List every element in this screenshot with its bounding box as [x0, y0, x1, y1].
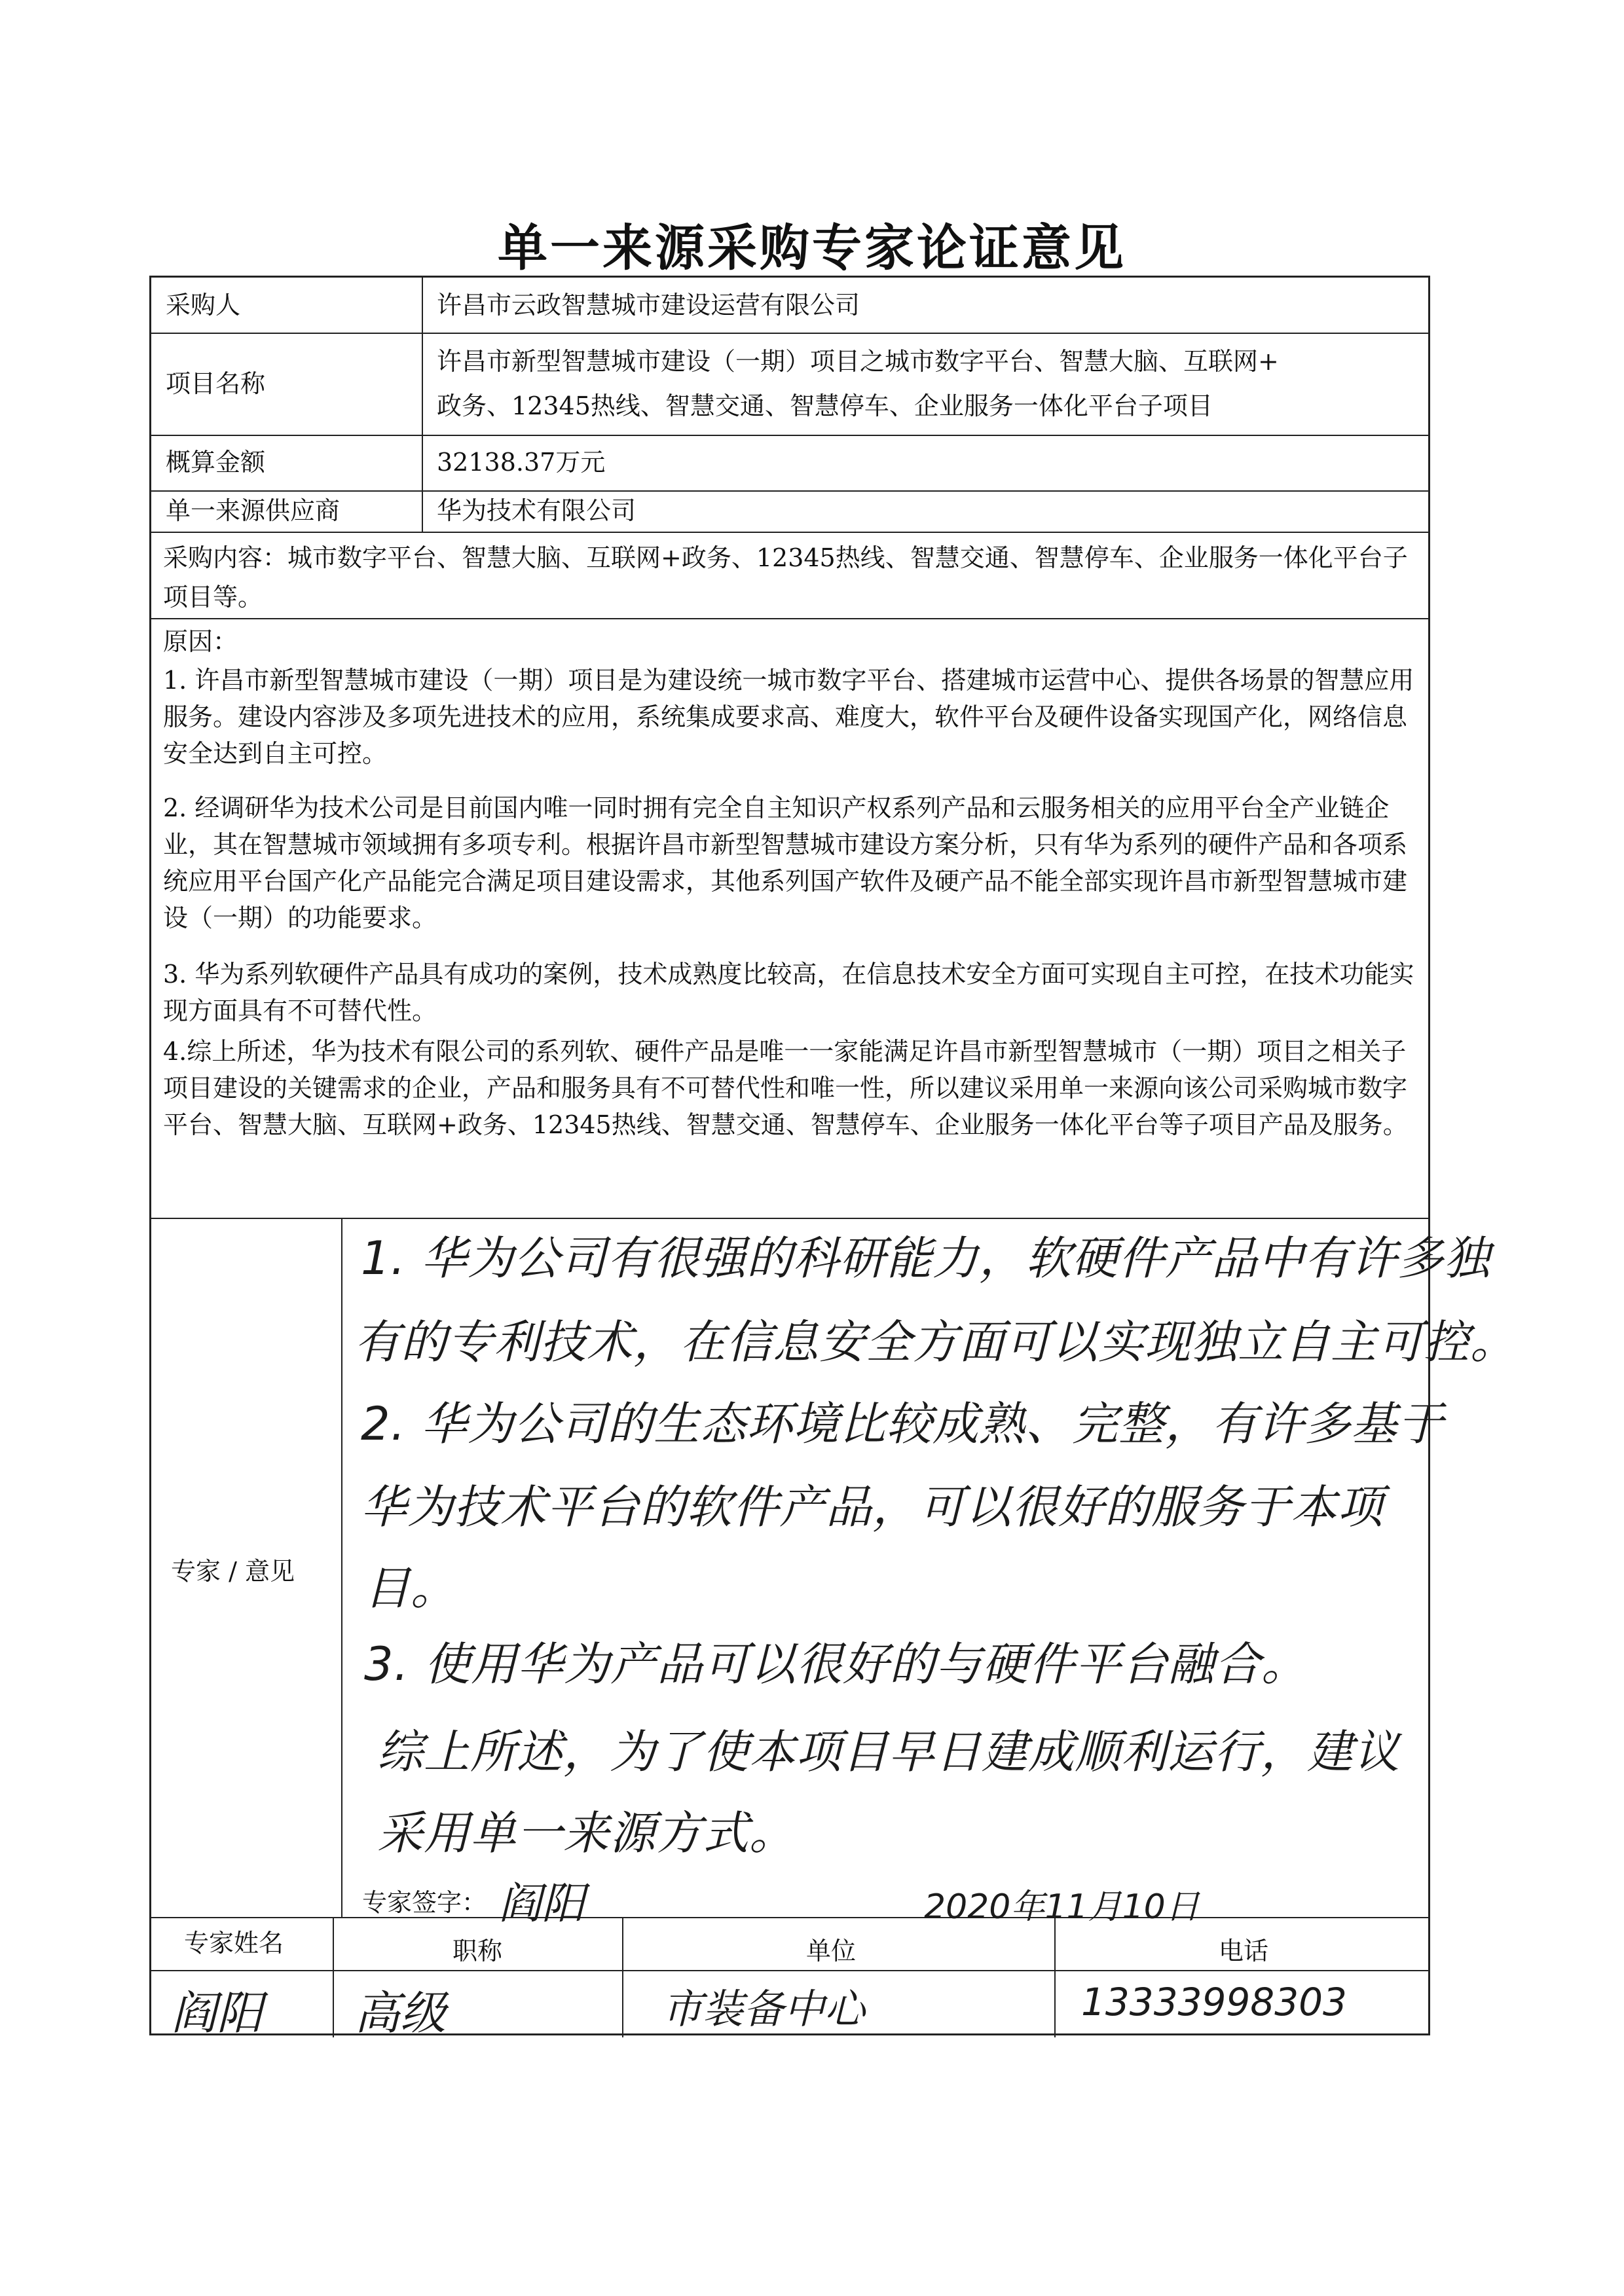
handwritten-opinion-line: 1. 华为公司有很强的科研能力，软硬件产品中有许多独 — [361, 1231, 1491, 1285]
budget-label: 概算金额 — [166, 448, 266, 477]
signature-label: 专家签字： — [362, 1888, 487, 1917]
row-divider — [151, 532, 1428, 533]
document-title: 单一来源采购专家论证意见 — [498, 219, 1126, 277]
reason-4: 4.综上所述，华为技术有限公司的系列软、硬件产品是唯一一家能满足许昌市新型智慧城市（一期）项目之相关子项目建设的关键需求的企业，产品和服务具有不可替代性和唯一性，所以建议采用单一来源向该公司采购城市数字平台、智慧大脑、互联网+政务、12345热线、智慧交通、智慧停车、企业服务一体化平台等子项目产品及服务。 — [163, 1037, 1408, 1139]
handwritten-opinion-line: 目。 — [364, 1561, 457, 1615]
supplier-label: 单一来源供应商 — [166, 496, 341, 525]
reasons-heading: 原因： — [163, 627, 238, 656]
expert-name-handwritten: 阎阳 — [171, 1986, 263, 2040]
header-phone: 电话 — [1219, 1937, 1269, 1965]
project-value-line2: 政务、12345热线、智慧交通、智慧停车、企业服务一体化平台子项目 — [437, 392, 1213, 420]
row-divider — [151, 1970, 1428, 1971]
project-label: 项目名称 — [166, 369, 266, 398]
purchaser-value: 许昌市云政智慧城市建设运营有限公司 — [437, 291, 860, 319]
purchaser-label: 采购人 — [166, 291, 241, 319]
handwritten-opinion-line: 采用单一来源方式。 — [377, 1806, 796, 1860]
opinion-label: 专家 / 意见 — [171, 1557, 295, 1586]
handwritten-opinion-line: 综上所述，为了使本项目早日建成顺利运行，建议 — [377, 1725, 1400, 1779]
header-expert-name: 专家姓名 — [184, 1929, 284, 1958]
purchase-content: 采购内容：城市数字平台、智慧大脑、互联网+政务、12345热线、智慧交通、智慧停车、企业服务一体化平台子项目等。 — [163, 543, 1408, 611]
supplier-value: 华为技术有限公司 — [437, 496, 637, 525]
header-title: 职称 — [452, 1937, 503, 1965]
row-divider — [151, 1218, 1428, 1219]
expert-column-divider — [622, 1917, 623, 2037]
project-value-line1: 许昌市新型智慧城市建设（一期）项目之城市数字平台、智慧大脑、互联网+ — [437, 347, 1279, 376]
row-divider — [151, 618, 1428, 619]
handwritten-opinion-line: 华为技术平台的软件产品，可以很好的服务于本项 — [361, 1480, 1384, 1534]
handwritten-opinion-line: 2. 华为公司的生态环境比较成熟、完整，有许多基于 — [361, 1397, 1445, 1451]
header-unit: 单位 — [806, 1937, 857, 1965]
budget-value: 32138.37万元 — [437, 448, 606, 477]
row-divider — [151, 435, 1428, 436]
signature-date: 2020年11月10日 — [924, 1887, 1200, 1927]
reason-1: 1. 许昌市新型智慧城市建设（一期）项目是为建设统一城市数字平台、搭建城市运营中心、提供各场景的智慧应用服务。建设内容涉及多项先进技术的应用，系统集成要求高、难度大，软件平台及硬件设备实现国产化，网络信息安全达到自主可控。 — [163, 666, 1414, 768]
expert-title-handwritten: 高级 — [354, 1986, 446, 2040]
row-divider — [151, 490, 1428, 492]
reason-2: 2. 经调研华为技术公司是目前国内唯一同时拥有完全自主知识产权系列产品和云服务相关的应用平台全产业链企业，其在智慧城市领域拥有多项专利。根据许昌市新型智慧城市建设方案分析，只有华为系列的硬件产品和各项系统应用平台国产化产品能完合满足项目建设需求，其他系列国产软件及硬产品不能全部实现许昌市新型智慧城市建设（一期）的功能要求。 — [163, 793, 1408, 932]
opinion-form — [149, 276, 1517, 2040]
handwritten-opinion-line: 有的专利技术，在信息安全方面可以实现独立自主可控。 — [354, 1315, 1517, 1369]
expert-unit-handwritten: 市装备中心 — [662, 1985, 866, 2033]
row-divider — [151, 333, 1428, 334]
row-divider — [151, 1917, 1428, 1918]
reason-3: 3. 华为系列软硬件产品具有成功的案例，技术成熟度比较高，在信息技术安全方面可实现自主可控，在技术功能实现方面具有不可替代性。 — [163, 960, 1414, 1025]
handwritten-opinion-line: 3. 使用华为产品可以很好的与硬件平台融合。 — [364, 1637, 1308, 1691]
expert-column-divider — [1054, 1917, 1056, 2037]
expert-signature: 阎阳 — [498, 1878, 585, 1929]
expert-column-divider — [333, 1917, 334, 2037]
label-column-divider — [422, 278, 423, 532]
opinion-column-divider — [341, 1218, 342, 1917]
expert-phone-handwritten: 13333998303 — [1081, 1980, 1347, 2024]
